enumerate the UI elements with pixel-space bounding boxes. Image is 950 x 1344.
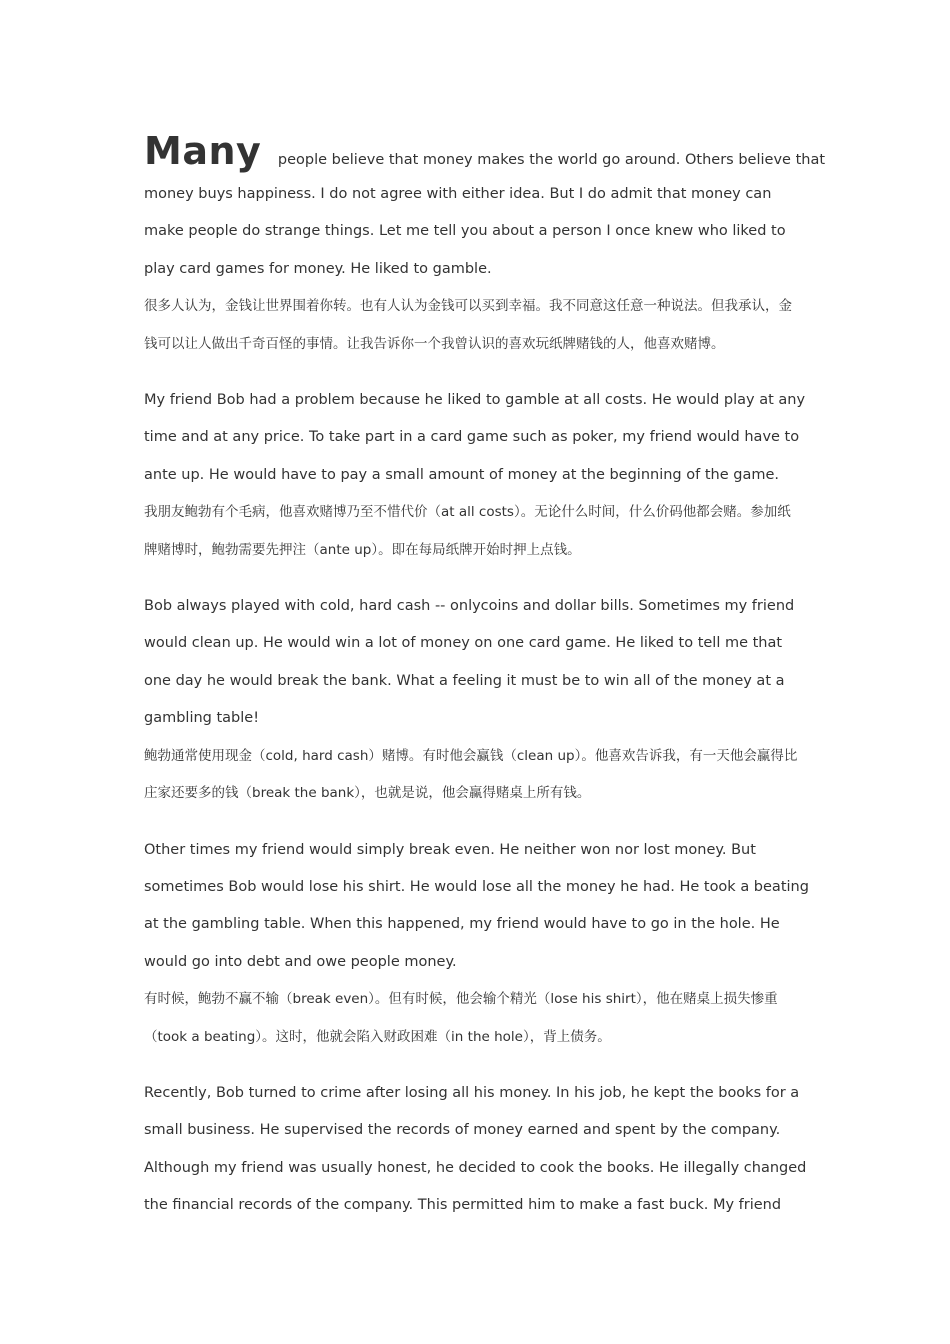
paragraph-spacer: [144, 569, 810, 588]
english-text: [144, 588, 810, 738]
english-line: Other times my friend would simply break even. He neither won nor lost money. But: [144, 841, 756, 858]
english-line: Bob always played with cold, hard cash -- onlycoins and dollar bills. Sometimes my friend: [144, 598, 795, 615]
english-line: people believe that money makes the world go around. Others believe that: [273, 152, 826, 168]
first-line: [144, 126, 826, 176]
english-text: [144, 1075, 810, 1225]
chinese-translation: [144, 738, 810, 813]
paragraph-3: [144, 588, 810, 812]
chinese-line: 有时候，鲍勃不赢不输（break even）。但有时候，他会输个精光（lose his shirt），他在赌桌上损失惨重: [144, 991, 778, 1008]
english-text: [144, 382, 810, 494]
english-text: [144, 176, 810, 288]
english-line: make people do strange things. Let me tell you about a person I once knew who liked to: [144, 223, 786, 240]
chinese-line: 牌赌博时，鲍勃需要先押注（ante up）。即在每局纸牌开始时押上点钱。: [144, 541, 581, 558]
paragraph-5: [144, 1075, 810, 1225]
chinese-translation: [144, 288, 810, 363]
chinese-line: 钱可以让人做出千奇百怪的事情。让我告诉你一个我曾认识的喜欢玩纸牌赌钱的人，他喜欢赌博。: [144, 335, 725, 352]
english-line: gambling table!: [144, 710, 260, 727]
paragraph-2: [144, 382, 810, 569]
chinese-line: 鲍勃通常使用现金（cold, hard cash）赌博。有时他会赢钱（clean up）。他喜欢告诉我，有一天他会赢得比: [144, 747, 798, 764]
english-line: at the gambling table. When this happened, my friend would have to go in the hole. He: [144, 916, 780, 933]
paragraph-spacer: [144, 363, 810, 382]
english-line: ante up. He would have to pay a small amount of money at the beginning of the game.: [144, 466, 779, 483]
chinese-line: 我朋友鲍勃有个毛病，他喜欢赌博乃至不惜代价（at all costs）。无论什么时间，什么价码他都会赌。参加纸: [144, 504, 791, 521]
english-line: Although my friend was usually honest, he decided to cook the books. He illegally changed: [144, 1159, 807, 1176]
english-line: play card games for money. He liked to gamble.: [144, 260, 492, 277]
chinese-line: 很多人认为，金钱让世界围着你转。也有人认为金钱可以买到幸福。我不同意这任意一种说法。但我承认，金: [144, 298, 792, 315]
english-line: Recently, Bob turned to crime after losing all his money. In his job, he kept the books for a: [144, 1084, 800, 1101]
paragraph-4: [144, 832, 810, 1056]
english-line: would go into debt and owe people money.: [144, 953, 457, 970]
dropcap-word: Many: [144, 129, 262, 173]
chinese-line: 庄家还要多的钱（break the bank），也就是说，他会赢得赌桌上所有钱。: [144, 785, 591, 802]
paragraph-1: [144, 126, 826, 363]
english-line: time and at any price. To take part in a card game such as poker, my friend would have to: [144, 429, 800, 446]
english-line: the financial records of the company. This permitted him to make a fast buck. My friend: [144, 1197, 782, 1214]
paragraph-spacer: [144, 1056, 810, 1075]
chinese-translation: [144, 494, 810, 569]
english-line: sometimes Bob would lose his shirt. He would lose all the money he had. He took a beating: [144, 878, 809, 895]
paragraph-spacer: [144, 813, 810, 832]
english-line: one day he would break the bank. What a feeling it must be to win all of the money at a: [144, 672, 785, 689]
chinese-translation: [144, 981, 810, 1056]
english-text: [144, 832, 810, 982]
english-line: small business. He supervised the records of money earned and spent by the company.: [144, 1122, 781, 1139]
chinese-line: （took a beating）。这时，他就会陷入财政困难（in the hole），背上债务。: [144, 1028, 611, 1045]
english-line: money buys happiness. I do not agree with either idea. But I do admit that money can: [144, 186, 772, 202]
article-body: [144, 126, 826, 1225]
english-line: would clean up. He would win a lot of money on one card game. He liked to tell me that: [144, 635, 783, 652]
english-line: My friend Bob had a problem because he liked to gamble at all costs. He would play at any: [144, 392, 806, 409]
